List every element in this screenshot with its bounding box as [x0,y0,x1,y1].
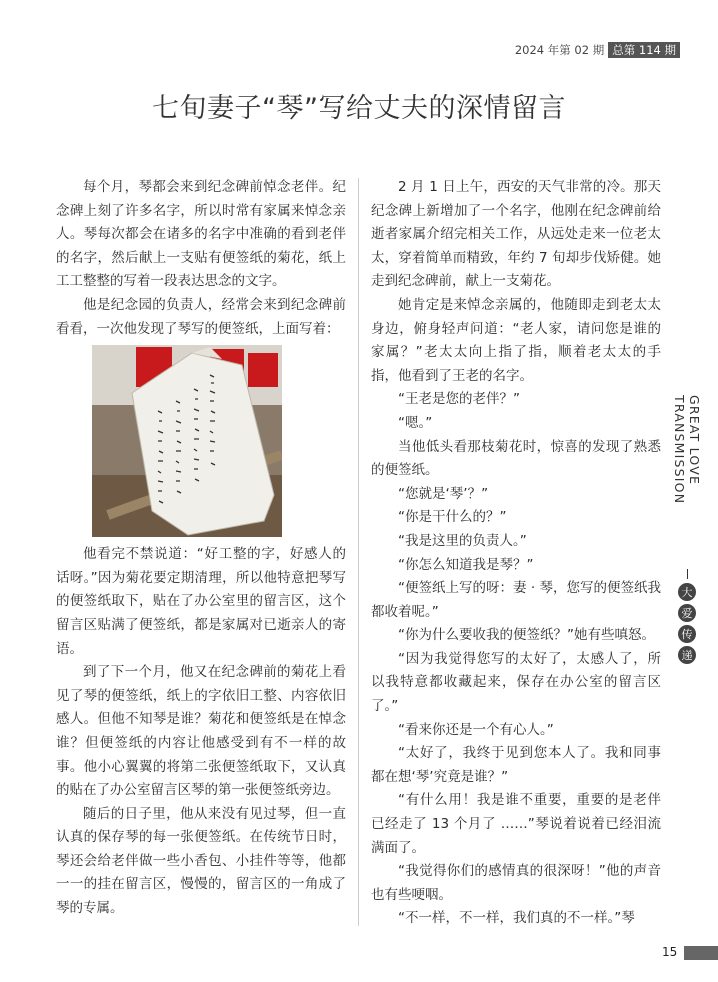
paragraph: “看来你还是一个有心人。” [398,721,554,738]
section-char: 传 [678,625,696,643]
side-tab-divider [687,569,688,579]
section-label-chinese [678,583,696,664]
paragraph: 每个月，琴都会来到纪念碑前悼念老伴。纪念碑上刻了许多名字，所以时常有家属来悼念亲人。琴每次都会在诸多的名字中准确的看到老伴的名字，然后献上一支贴有便签纸的菊花，纸上工工整整的写着一段表达思念的文字。 [56,179,346,290]
paragraph: “你为什么要收我的便签纸？”她有些嗔怒。 [398,627,655,644]
page-number: 15 [662,945,678,959]
paragraph: 到了下一个月，他又在纪念碑前的菊花上看见了琴的便签纸，纸上的字依旧工整、内容依旧感人。但他不知琴是谁？菊花和便签纸是在悼念谁？但便签纸的内容让他感受到有不一样的故事。他小心翼翼的将第二张便签纸取下，又认真的贴在了办公室留言区琴的第一张便签纸旁边。 [56,664,346,799]
paragraph: “因为我觉得您写的太好了，太感人了，所以我特意都收藏起来，保存在办公室的留言区了。” [371,650,661,715]
paragraph: “你是干什么的？” [398,509,507,526]
right-column [371,176,661,931]
paragraph: “有什么用！我是谁不重要，重要的是老伴已经走了 13 个月了 ……”琴说着说着已经泪流满面了。 [371,792,661,856]
paragraph: 2 月 1 日上午，西安的天气非常的冷。那天纪念碑上新增加了一个名字，他刚在纪念碑前给逝者家属介绍完相关工作，从远处走来一位老太太，穿着简单而精致，年约 7 旬却步伐矫健。她走到纪念碑前，献上一支菊花。 [371,179,661,290]
paragraph: “我觉得你们的感情真的很深呀！”他的声音也有些哽咽。 [371,863,661,903]
article-title: 七旬妻子“琴”写给丈夫的深情留言 [152,93,566,124]
section-side-tab [672,395,702,664]
paragraph: “我是这里的负责人。” [398,532,527,549]
paragraph: 他看完不禁说道：“好工整的字，好感人的话呀。”因为菊花要定期清理，所以他特意把琴写的便签纸取下，贴在了办公室里的留言区，这个留言区贴满了便签纸，都是家属对已逝亲人的寄语。 [56,546,346,657]
sticky-note-photo [92,345,282,537]
section-label-english: GREAT LOVE TRANSMISSION [672,395,702,505]
paragraph: “便签纸上写的呀：妻 · 琴，您写的便签纸我都收着呢。” [371,580,661,620]
paragraph: “嗯。” [398,414,433,431]
page-number-bar [684,946,718,960]
paragraph: “不一样，不一样，我们真的不一样。”琴 [398,910,635,927]
issue-label: 2024 年第 02 期 [514,43,605,57]
paragraph: “王老是您的老伴？” [398,391,520,408]
section-char: 大 [678,583,696,601]
paragraph: “您就是‘琴’？” [398,485,489,502]
paragraph: “太好了，我终于见到您本人了。我和同事都在想‘琴’究竟是谁？” [371,745,661,785]
left-column [56,176,346,921]
paragraph: 随后的日子里，他从来没有见过琴，但一直认真的保存琴的每一张便签纸。在传统节日时，琴还会给老伴做一些小香包、小挂件等等，他都一一的挂在留言区，慢慢的，留言区的一角成了琴的专属。 [56,805,346,917]
paragraph: 当他低头看那枝菊花时，惊喜的发现了熟悉的便签纸。 [371,438,661,479]
paragraph: 她肯定是来悼念亲属的，他随即走到老太太身边，俯身轻声问道：“老人家，请问您是谁的家属？”老太太向上指了指，顺着老太太的手指，他看到了王老的名字。 [371,296,661,384]
paragraph: 他是纪念园的负责人，经常会来到纪念碑前看看，一次他发现了琴写的便签纸，上面写着： [56,296,346,337]
section-char: 递 [678,646,696,664]
total-issue-badge: 总第 114 期 [608,42,680,58]
paragraph: “你怎么知道我是琴？” [398,556,534,573]
issue-info [515,41,680,59]
section-char: 爱 [678,604,696,622]
column-divider [358,178,359,926]
